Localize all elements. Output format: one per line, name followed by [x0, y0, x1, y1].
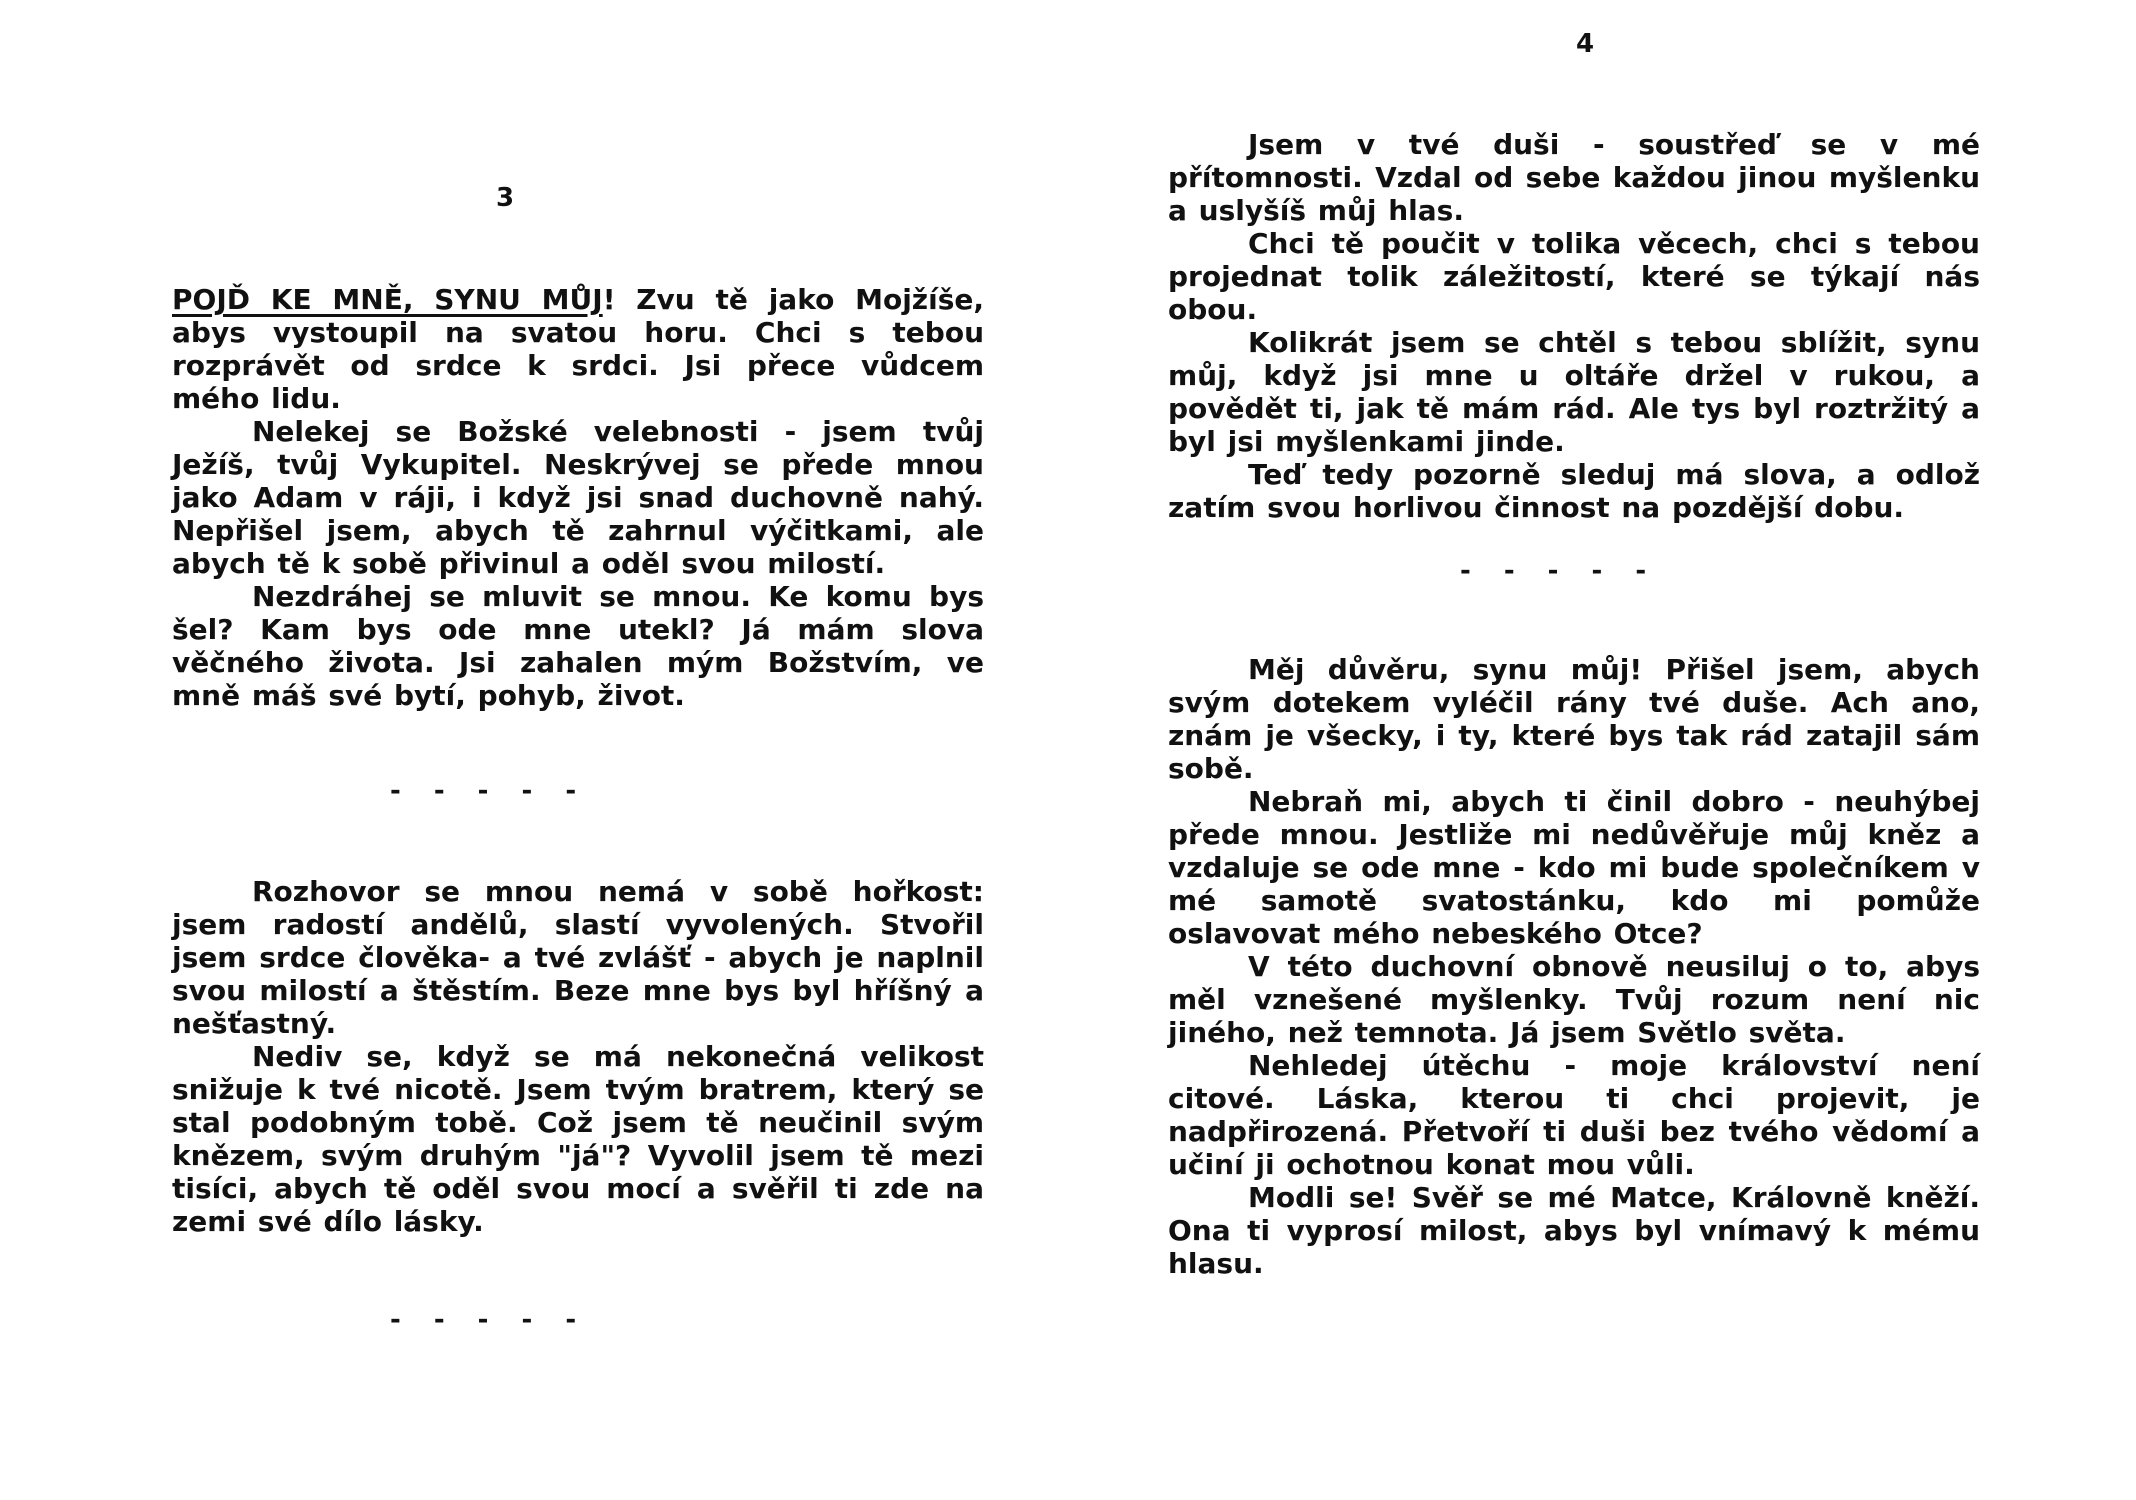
- section-separator: - - - - -: [390, 1305, 589, 1335]
- paragraph: Teď tedy pozorně sleduj má slova, a odlož zatím svou horlivou činnost na pozdější dobu.: [1168, 458, 1980, 524]
- text-block: [172, 283, 984, 712]
- text-block: [1168, 653, 1980, 1280]
- paragraph: Nelekej se Božské velebnosti - jsem tvůj Ježíš, tvůj Vykupitel. Neskrývej se přede mnou jako Adam v ráji, i když jsi snad duchovně nahý. Nepřišel jsem, abych tě zahrnul výčitkami, ale abych tě k sobě přivinul a oděl svou milostí.: [172, 415, 984, 580]
- paragraph: Modli se! Svěř se mé Matce, Královně kněží. Ona ti vyprosí milost, abys byl vnímavý k mému hlasu.: [1168, 1181, 1980, 1280]
- paragraph: [172, 283, 984, 415]
- paragraph: Nebraň mi, abych ti činil dobro - neuhýbej přede mnou. Jestliže mi nedůvěřuje můj kněz a vzdaluje se ode mne - kdo mi bude společníkem v mé samotě svatostánku, kdo mi pomůže oslavovat mého nebeského Otce?: [1168, 785, 1980, 950]
- paragraph: V této duchovní obnově neusiluj o to, abys měl vznešené myšlenky. Tvůj rozum není nic jiného, než temnota. Já jsem Světlo světa.: [1168, 950, 1980, 1049]
- text-block: [1168, 128, 1980, 524]
- right-page: [1068, 0, 2136, 1500]
- page-number: 4: [1576, 29, 1595, 59]
- paragraph: Kolikrát jsem se chtěl s tebou sblížit, synu můj, když jsi mne u oltáře držel v rukou, a povědět ti, jak tě mám rád. Ale tys byl roztržitý a byl jsi myšlenkami jinde.: [1168, 326, 1980, 458]
- section-separator: - - - - -: [390, 776, 589, 806]
- paragraph: Nehledej útěchu - moje království není citové. Láska, kterou ti chci projevit, je nadpřirozená. Přetvoří ti duši bez tvého vědomí a učiní ji ochotnou konat mou vůli.: [1168, 1049, 1980, 1181]
- paragraph: Nediv se, když se má nekonečná velikost snižuje k tvé nicotě. Jsem tvým bratrem, který se stal podobným tobě. Což jsem tě neučinil svým knězem, svým druhým "já"? Vyvolil jsem tě mezi tisíci, abych tě oděl svou mocí a svěřil ti zde na zemi své dílo lásky.: [172, 1040, 984, 1238]
- paragraph: Chci tě poučit v tolika věcech, chci s tebou projednat tolik záležitostí, které se týkají nás obou.: [1168, 227, 1980, 326]
- page-number: 3: [496, 183, 515, 213]
- paragraph: Měj důvěru, synu můj! Přišel jsem, abych svým dotekem vyléčil rány tvé duše. Ach ano, znám je všecky, i ty, které bys tak rád zatajil sám sobě.: [1168, 653, 1980, 785]
- paragraph: Jsem v tvé duši - soustřeď se v mé přítomnosti. Vzdal od sebe každou jinou myšlenku a uslyšíš můj hlas.: [1168, 128, 1980, 227]
- paragraph: Nezdráhej se mluvit se mnou. Ke komu bys šel? Kam bys ode mne utekl? Já mám slova věčného života. Jsi zahalen mým Božstvím, ve mně máš své bytí, pohyb, život.: [172, 580, 984, 712]
- paragraph-text: ! Zvu tě jako Mojžíše, abys vystoupil na svatou horu. Chci s tebou rozprávět od srdce k srdci. Jsi přece vůdcem mého lidu.: [172, 283, 984, 415]
- text-block: [172, 875, 984, 1238]
- paragraph: Rozhovor se mnou nemá v sobě hořkost: jsem radostí andělů, slastí vyvolených. Stvořil jsem srdce člověka- a tvé zvlášť - abych je naplnil svou milostí a štěstím. Beze mne bys byl hříšný a nešťastný.: [172, 875, 984, 1040]
- section-separator: - - - - -: [1460, 556, 1659, 586]
- chapter-heading: POJĎ KE MNĚ, SYNU MŮJ: [172, 283, 603, 316]
